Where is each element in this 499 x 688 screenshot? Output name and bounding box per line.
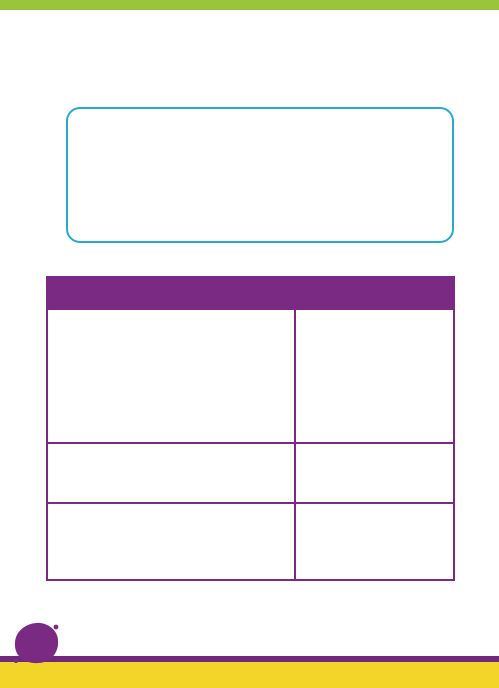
activities-table (46, 276, 455, 581)
column-divider (294, 278, 296, 579)
inicio-content-box (66, 107, 454, 243)
bottom-decorative-border (0, 596, 499, 688)
row-divider (48, 442, 453, 444)
row-divider (48, 502, 453, 504)
table-header-knowledge (48, 278, 294, 310)
page-number-badge (12, 621, 60, 665)
top-decorative-border (0, 0, 499, 80)
table-header-resources (296, 278, 453, 310)
row-divider (48, 308, 453, 310)
